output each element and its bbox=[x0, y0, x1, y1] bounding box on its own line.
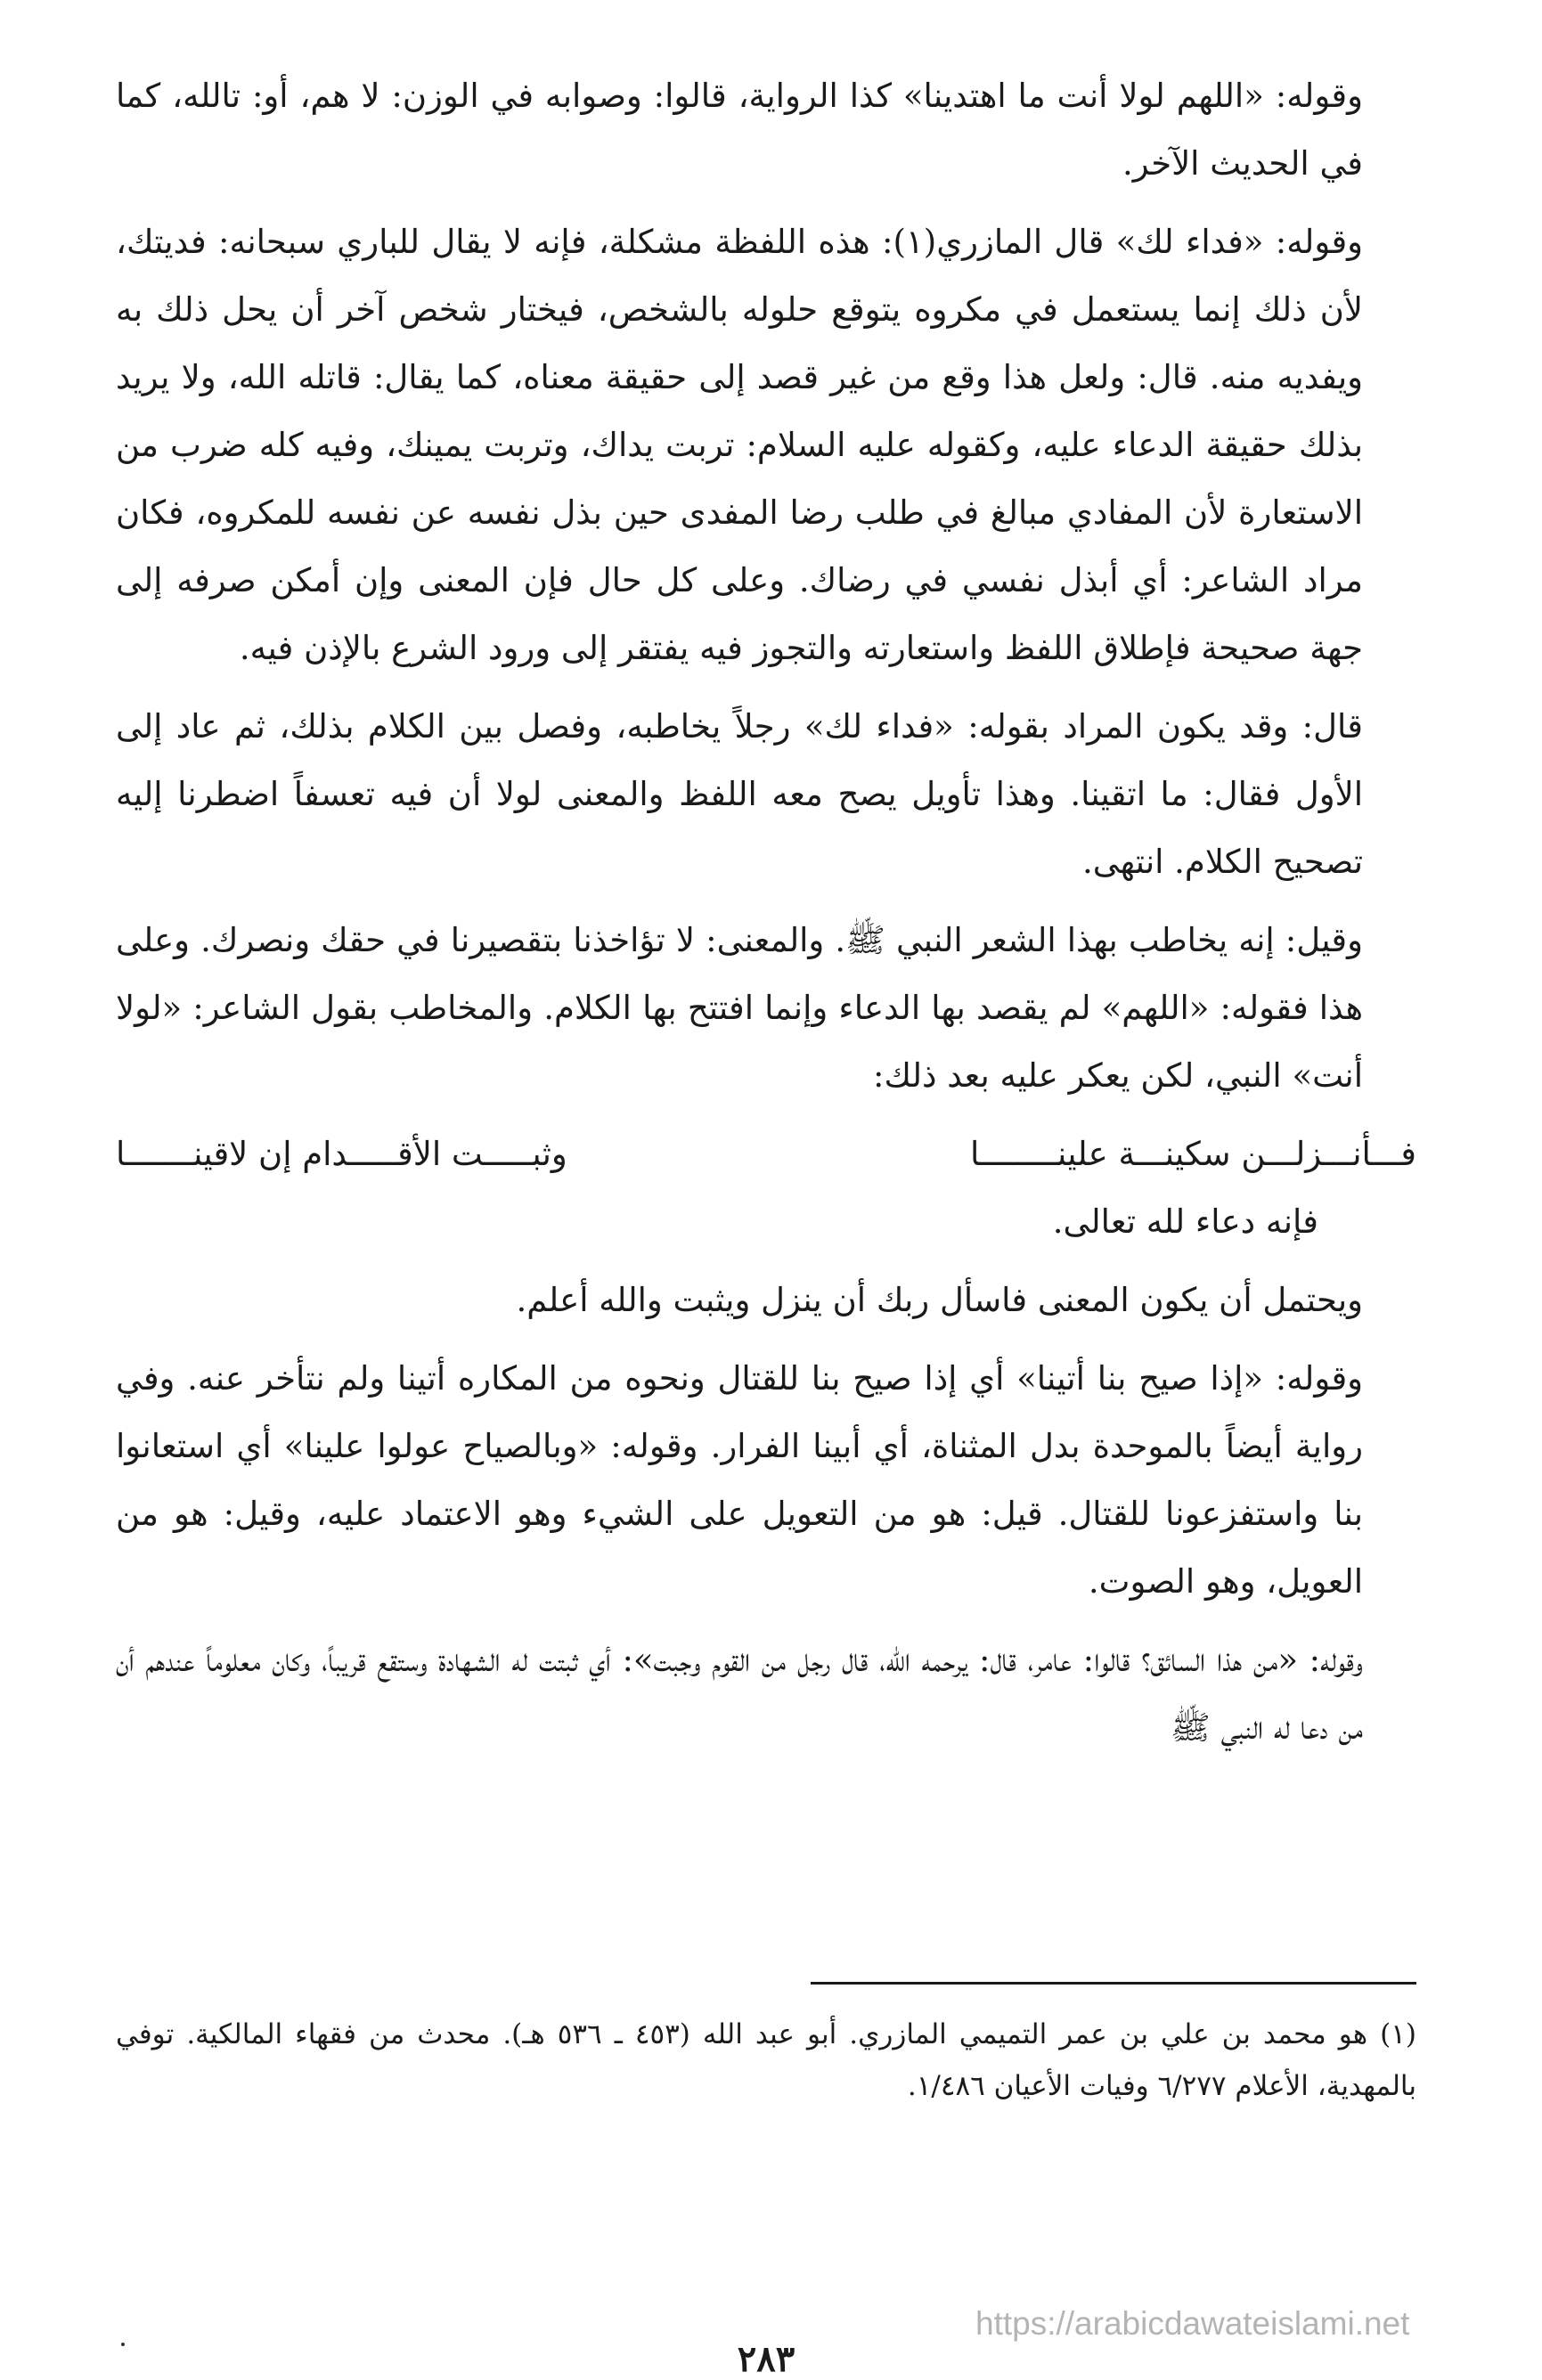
verse-comment: فإنه دعاء لله تعالى. bbox=[1052, 1202, 1318, 1241]
paragraph-2: وقوله: «فداء لك» قال المازري(١): هذه اللفظة مشكلة، فإنه لا يقال للباري سبحانه: فديتك، لأن ذلك إنما يستعمل في مكروه يتوقع حلوله بالشخص، فيختار شخص آخر أن يحل ذلك به ويفديه منه. قال: ولعل هذا وقع من غير قصد إلى حقيقة معناه، كما يقال: قاتله الله، ولا يريد بذلك حقيقة الدعاء عليه، وكقوله عليه السلام: تربت يداك، وتربت يمينك، وفيه كله ضرب من الاستعارة لأن المفادي مبالغ في طلب رضا المفدى حين بذل نفسه عن نفسه للمكروه، فكان مراد الشاعر: أي أبذل نفسي في رضاك. وعلى كل حال فإن المعنى وإن أمكن صرفه إلى جهة صحيحة فإطلاق اللفظ واستعارته والتجوز فيه يفتقر إلى ورود الشرع بالإذن فيه. bbox=[116, 223, 1364, 667]
verse-second-hemistich: وثبـــــت الأقـــــدام إن لاقينـــــــا bbox=[116, 1135, 567, 1173]
footnote-1: (١) هو محمد بن علي بن عمر التميمي المازري. أبو عبد الله (٤٥٣ ـ ٥٣٦ هـ). محدث من فقهاء المالكية. توفي بالمهدية، الأعلام ٦/٢٧٧ وفيات الأعيان ١/٤٨٦. bbox=[116, 2018, 1417, 2102]
verse-first-hemistich: فـــأنـــزلـــن سكينـــة علينــــــــا bbox=[970, 1135, 1416, 1173]
paragraph-3: قال: وقد يكون المراد بقوله: «فداء لك» رجلاً يخاطبه، وفصل بين الكلام بذلك، ثم عاد إلى الأول فقال: ما اتقينا. وهذا تأويل يصح معه اللفظ والمعنى لولا أن فيه تعسفاً اضطرنا إليه تصحيح الكلام. انتهى. bbox=[116, 707, 1363, 881]
paragraph-5: ويحتمل أن يكون المعنى فاسأل ربك أن ينزل ويثبت والله أعلم. bbox=[516, 1281, 1363, 1319]
page-number: ٢٨٣ bbox=[737, 2338, 795, 2380]
footnotes bbox=[116, 2009, 1416, 2112]
paragraph-6: وقوله: «إذا صيح بنا أتينا» أي إذا صيح بنا للقتال ونحوه من المكاره أتينا ولم نتأخر عنه. وفي رواية أيضاً بالموحدة بدل المثناة، أي أبينا الفرار. وقوله: «وبالصياح عولوا علينا» أي استعانوا بنا واستفزعونا للقتال. قيل: هو من التعويل على الشيء وهو الاعتماد عليه، وقيل: هو من العويل، وهو الصوت. bbox=[116, 1359, 1363, 1601]
paragraph-1: وقوله: «اللهم لولا أنت ما اهتدينا» كذا الرواية، قالوا: وصوابه في الوزن: لا هم، أو: تالله، كما في الحديث الآخر. bbox=[116, 77, 1363, 183]
poetry-verse bbox=[116, 1121, 1416, 1188]
paragraph-7: وقوله: «من هذا السائق؟ قالوا: عامر، قال: يرحمه الله، قال رجل من القوم وجبت»: أي ثبتت له الشهادة وستقع قريباً، وكان معلوماً عندهم أن من دعا له النبي ﷺ bbox=[116, 1641, 1363, 1747]
watermark-url: https://arabicdawateislami.net bbox=[975, 2305, 1410, 2342]
scan-speck bbox=[121, 2343, 125, 2346]
paragraph-4: وقيل: إنه يخاطب بهذا الشعر النبي ﷺ. والمعنى: لا تؤاخذنا بتقصيرنا في حقك ونصرك. وعلى هذا فقوله: «اللهم» لم يقصد بها الدعاء وإنما افتتح بها الكلام. والمخاطب بقول الشاعر: «لولا أنت» النبي، لكن يعكر عليه بعد ذلك: bbox=[116, 921, 1363, 1095]
footnote-divider bbox=[811, 1982, 1416, 1985]
